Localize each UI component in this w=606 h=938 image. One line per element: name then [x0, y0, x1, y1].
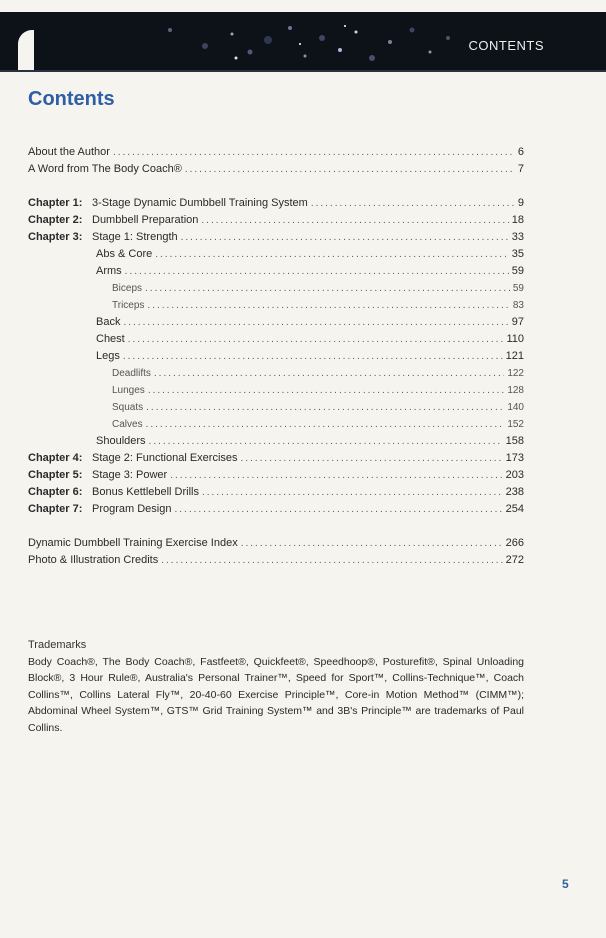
toc-entry[interactable]: [28, 280, 524, 297]
toc-entry-label: Stage 1: Strength: [92, 231, 178, 243]
toc-entry-label: Biceps: [112, 283, 143, 294]
toc-leader-dots: [123, 348, 503, 365]
toc-leader-dots: [181, 229, 509, 246]
toc-page-number: 59: [512, 283, 524, 294]
header-tab: [18, 30, 34, 70]
toc-page-number: 121: [505, 350, 524, 362]
toc-leader-dots: [170, 467, 502, 484]
toc-entry[interactable]: [28, 229, 524, 246]
toc-page-number: 35: [511, 248, 524, 260]
toc-leader-dots: [146, 416, 505, 433]
toc-leader-dots: [123, 314, 508, 331]
toc-page-number: 9: [517, 197, 524, 209]
toc-entry[interactable]: [28, 416, 524, 433]
toc-entry[interactable]: [28, 161, 524, 178]
toc-leader-dots: [145, 280, 510, 297]
toc-entry[interactable]: [28, 365, 524, 382]
toc-entry[interactable]: [28, 433, 524, 450]
header-divider: [0, 70, 606, 72]
toc-entry[interactable]: [28, 297, 524, 314]
toc-leader-dots: [161, 552, 502, 569]
toc-entry-label: Triceps: [112, 300, 145, 311]
toc-page-number: 59: [511, 265, 524, 277]
toc-page-number: 83: [512, 300, 524, 311]
toc-entry-label: Squats: [112, 402, 144, 413]
toc-page-number: 203: [505, 469, 524, 481]
toc-entry-label: Back: [96, 316, 121, 328]
toc-entry[interactable]: [28, 144, 524, 161]
toc-entry-label: Calves: [112, 419, 143, 430]
toc-entry-label: Shoulders: [96, 435, 146, 447]
toc-leader-dots: [174, 501, 502, 518]
toc-page-number: 173: [505, 452, 524, 464]
toc-entry-label: Chest: [96, 333, 125, 345]
toc-leader-dots: [149, 433, 503, 450]
page-number: 5: [562, 877, 569, 891]
toc-leader-dots: [147, 297, 509, 314]
toc-chapter-number: Chapter 1:: [28, 197, 83, 209]
toc-entry-label: Dumbbell Preparation: [92, 214, 199, 226]
toc-entry-label: Abs & Core: [96, 248, 153, 260]
toc-entry-label: Stage 2: Functional Exercises: [92, 452, 238, 464]
table-of-contents: [28, 144, 524, 569]
toc-entry-label: Arms: [96, 265, 122, 277]
toc-entry-label: Dynamic Dumbbell Training Exercise Index: [28, 537, 238, 549]
toc-chapter-number: Chapter 3:: [28, 231, 83, 243]
toc-entry[interactable]: [28, 348, 524, 365]
toc-page-number: 238: [505, 486, 524, 498]
page-header: [0, 12, 606, 70]
toc-leader-dots: [311, 195, 515, 212]
toc-page-number: 128: [507, 385, 524, 396]
toc-leader-dots: [128, 331, 504, 348]
toc-chapter-number: Chapter 2:: [28, 214, 83, 226]
toc-entry[interactable]: [28, 450, 524, 467]
toc-leader-dots: [155, 246, 509, 263]
toc-entry-label: Lunges: [112, 385, 145, 396]
toc-spacer: [28, 518, 524, 535]
trademarks-body: Body Coach®, The Body Coach®, Fastfeet®, Quickfeet®, Speedhoop®, Posturefit®, Spinal Unloading Block®, 3 Hour Rule®, Australia's Personal Trainer™, Speed for Sport™, Collins-Technique™, Coach Collins™, Collins Lateral Fly™, 20-40-60 Exercise Principle™, Core-in Motion Method™ (CIMM™); Abdominal Wheel System™, GTS™ Grid Training System™ and 3B's Principle™ are trademarks of Paul Collins.: [28, 655, 524, 734]
toc-entry[interactable]: [28, 195, 524, 212]
toc-entry[interactable]: [28, 314, 524, 331]
toc-page-number: 6: [517, 146, 524, 158]
toc-leader-dots: [241, 535, 503, 552]
toc-page-number: 254: [505, 503, 524, 515]
toc-page-number: 122: [507, 368, 524, 379]
toc-leader-dots: [202, 484, 503, 501]
toc-leader-dots: [125, 263, 509, 280]
toc-leader-dots: [148, 382, 505, 399]
toc-entry-label: Legs: [96, 350, 120, 362]
toc-entry-label: Stage 3: Power: [92, 469, 168, 481]
toc-leader-dots: [201, 212, 508, 229]
toc-entry-label: Bonus Kettlebell Drills: [92, 486, 199, 498]
toc-entry[interactable]: [28, 246, 524, 263]
toc-entry[interactable]: [28, 535, 524, 552]
toc-page-number: 140: [507, 402, 524, 413]
toc-chapter-number: Chapter 5:: [28, 469, 83, 481]
toc-entry-label: About the Author: [28, 146, 110, 158]
toc-entry-label: Photo & Illustration Credits: [28, 554, 159, 566]
toc-entry[interactable]: [28, 212, 524, 229]
toc-entry[interactable]: [28, 399, 524, 416]
toc-page-number: 266: [505, 537, 524, 549]
toc-entry[interactable]: [28, 467, 524, 484]
toc-entry[interactable]: [28, 382, 524, 399]
toc-chapter-number: Chapter 7:: [28, 503, 83, 515]
toc-leader-dots: [154, 365, 504, 382]
toc-page-number: 18: [511, 214, 524, 226]
toc-entry-label: Deadlifts: [112, 368, 151, 379]
toc-entry[interactable]: [28, 484, 524, 501]
toc-entry-label: A Word from The Body Coach®: [28, 163, 182, 175]
toc-entry[interactable]: [28, 331, 524, 348]
toc-entry-label: 3-Stage Dynamic Dumbbell Training System: [92, 197, 308, 209]
toc-leader-dots: [113, 144, 515, 161]
toc-page-number: 7: [517, 163, 524, 175]
trademarks-title: Trademarks: [28, 639, 87, 651]
toc-page-number: 152: [507, 419, 524, 430]
toc-page-number: 97: [511, 316, 524, 328]
toc-page-number: 33: [511, 231, 524, 243]
toc-entry[interactable]: [28, 263, 524, 280]
toc-page-number: 110: [506, 333, 524, 345]
toc-chapter-number: Chapter 6:: [28, 486, 83, 498]
toc-leader-dots: [241, 450, 503, 467]
toc-chapter-number: Chapter 4:: [28, 452, 83, 464]
page-title: Contents: [28, 88, 115, 110]
toc-entry[interactable]: [28, 501, 524, 518]
toc-entry[interactable]: [28, 552, 524, 569]
toc-leader-dots: [146, 399, 504, 416]
toc-spacer: [28, 178, 524, 195]
toc-leader-dots: [185, 161, 515, 178]
toc-page-number: 158: [505, 435, 524, 447]
toc-entry-label: Program Design: [92, 503, 172, 515]
trademarks-section: [28, 637, 524, 736]
toc-page-number: 272: [505, 554, 524, 566]
section-title: CONTENTS: [468, 38, 544, 53]
